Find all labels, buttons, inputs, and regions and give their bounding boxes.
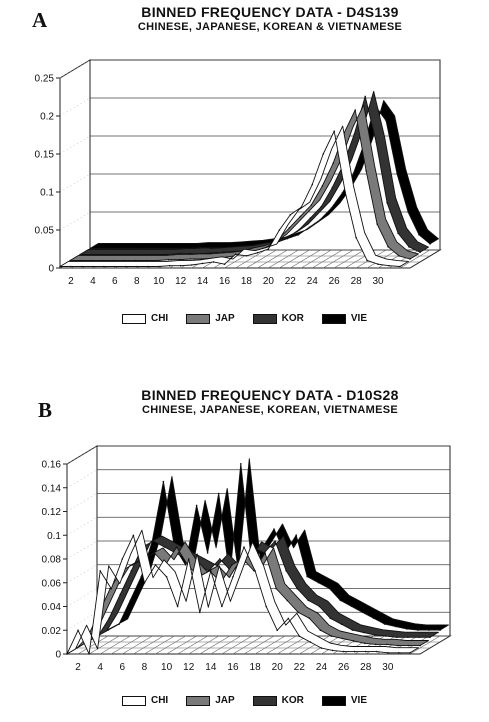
- data-point-chi: [125, 266, 127, 268]
- data-point-jap: [353, 640, 355, 642]
- data-point-jap: [298, 612, 300, 614]
- data-point-jap: [132, 564, 134, 566]
- data-point-vie: [129, 600, 131, 602]
- data-point-kor: [352, 629, 354, 631]
- data-point-chi: [188, 558, 190, 560]
- data-point-chi: [301, 206, 303, 208]
- data-point-kor: [310, 217, 312, 219]
- data-point-chi: [235, 254, 237, 256]
- data-point-jap: [320, 629, 322, 631]
- data-point-jap: [376, 223, 378, 225]
- y-tick-label: 0: [55, 649, 61, 661]
- data-point-chi: [344, 191, 346, 193]
- data-point-vie: [417, 629, 419, 631]
- data-point-kor: [153, 540, 155, 542]
- data-point-jap: [275, 588, 277, 590]
- data-point-chi: [246, 255, 248, 257]
- data-point-jap: [387, 246, 389, 248]
- panel-label-b: B: [38, 398, 53, 422]
- data-point-kor: [408, 246, 410, 248]
- data-point-chi: [66, 653, 68, 655]
- data-point-kor: [332, 187, 334, 189]
- legend-label: KOR: [281, 695, 304, 706]
- data-point-chi: [103, 266, 105, 268]
- data-point-chi: [398, 652, 400, 654]
- data-point-chi: [310, 641, 312, 643]
- x-tick-label: 14: [197, 276, 209, 287]
- x-tick-label: 24: [315, 662, 328, 673]
- data-point-vie: [207, 552, 209, 554]
- data-point-chi: [122, 558, 124, 560]
- data-point-chi: [191, 264, 193, 266]
- x-tick-label: 12: [175, 276, 187, 287]
- data-point-chi: [169, 265, 171, 267]
- y-tick-label: 0.1: [40, 187, 54, 199]
- legend-item-vie: [322, 313, 367, 324]
- y-tick-label: 0.12: [41, 507, 61, 518]
- data-point-chi: [354, 651, 356, 653]
- legend-swatch: [322, 314, 346, 324]
- legend-item-chi: [122, 695, 168, 706]
- x-tick-label: 30: [382, 662, 394, 673]
- data-point-kor: [374, 634, 376, 636]
- data-point-vie: [428, 629, 430, 631]
- data-point-kor: [274, 540, 276, 542]
- data-point-chi: [92, 266, 94, 268]
- data-point-chi: [343, 651, 345, 653]
- y-tick-label: 0.06: [41, 578, 61, 590]
- data-point-kor: [386, 202, 388, 204]
- data-point-vie: [196, 505, 198, 507]
- data-point-chi: [399, 266, 401, 268]
- data-point-vie: [306, 576, 308, 578]
- x-tick-label: 16: [218, 276, 231, 287]
- data-point-vie: [384, 623, 386, 625]
- chart-panel-b: [0, 382, 489, 722]
- chart-plot-a: [0, 0, 489, 350]
- data-point-jap: [408, 645, 410, 647]
- data-point-kor: [375, 141, 377, 143]
- legend-label: JAP: [215, 313, 235, 324]
- side-wall: [67, 446, 97, 654]
- x-tick-label: 6: [119, 662, 126, 673]
- data-point-chi: [158, 266, 160, 268]
- legend-swatch: [186, 314, 210, 324]
- data-point-vie: [396, 173, 398, 175]
- data-point-jap: [331, 635, 333, 637]
- data-point-jap: [231, 564, 233, 566]
- data-point-vie: [320, 219, 322, 221]
- data-point-chi: [377, 263, 379, 265]
- legend-label: KOR: [281, 313, 304, 324]
- legend-item-vie: [322, 695, 367, 706]
- data-point-jap: [375, 644, 377, 646]
- y-tick-label: 0.16: [41, 459, 61, 471]
- x-tick-label: 26: [338, 662, 350, 673]
- legend-item-chi: [122, 313, 168, 324]
- data-point-chi: [312, 184, 314, 186]
- x-tick-label: 18: [249, 662, 261, 673]
- data-point-chi: [265, 606, 267, 608]
- data-point-kor: [353, 134, 355, 136]
- data-point-vie: [351, 606, 353, 608]
- x-tick-label: 30: [372, 276, 384, 287]
- data-point-chi: [70, 266, 72, 268]
- data-point-jap: [364, 643, 366, 645]
- data-point-jap: [309, 618, 311, 620]
- data-point-jap: [264, 552, 266, 554]
- data-point-vie: [340, 600, 342, 602]
- data-point-chi: [276, 630, 278, 632]
- x-tick-label: 4: [97, 662, 103, 673]
- data-point-vie: [429, 243, 431, 245]
- legend-label: JAP: [215, 695, 235, 706]
- chart-subtitle-a: CHINESE, JAPANESE, KOREAN & VIETNAMESE: [137, 21, 403, 33]
- data-point-vie: [418, 234, 420, 236]
- data-point-kor: [363, 632, 365, 634]
- data-point-kor: [341, 623, 343, 625]
- x-tick-label: 2: [75, 662, 81, 673]
- data-point-vie: [295, 534, 297, 536]
- data-point-chi: [166, 576, 168, 578]
- data-point-vie: [141, 576, 143, 578]
- data-point-chi: [257, 252, 259, 254]
- data-point-chi: [322, 153, 324, 155]
- data-point-kor: [308, 600, 310, 602]
- legend-label: VIE: [350, 695, 368, 706]
- y-tick-label: 0.05: [34, 225, 54, 237]
- x-tick-label: 28: [350, 276, 362, 287]
- x-tick-label: 8: [141, 662, 148, 673]
- legend-label: CHI: [150, 695, 169, 706]
- data-point-jap: [190, 258, 192, 260]
- data-point-chi: [144, 582, 146, 584]
- y-tick-label: 0.08: [41, 554, 61, 566]
- data-point-jap: [286, 600, 288, 602]
- x-tick-label: 14: [205, 662, 217, 673]
- legend-swatch: [186, 696, 210, 706]
- x-tick-label: 28: [360, 662, 372, 673]
- data-point-vie: [362, 612, 364, 614]
- y-tick-label: 0: [48, 263, 54, 275]
- x-tick-label: 4: [90, 276, 96, 287]
- data-point-jap: [168, 259, 170, 261]
- data-point-vie: [298, 234, 300, 236]
- data-point-chi: [213, 261, 215, 263]
- data-point-kor: [418, 637, 420, 639]
- data-point-vie: [309, 226, 311, 228]
- y-tick-label: 0.15: [34, 149, 54, 161]
- data-point-vie: [352, 173, 354, 175]
- legend-a: [0, 313, 489, 324]
- data-point-chi: [114, 266, 116, 268]
- data-point-kor: [299, 229, 301, 231]
- data-point-jap: [176, 546, 178, 548]
- data-point-kor: [396, 637, 398, 639]
- data-point-chi: [111, 588, 113, 590]
- panel-label-a: A: [32, 8, 48, 32]
- data-point-chi: [376, 651, 378, 653]
- y-tick-label: 0.25: [34, 73, 54, 85]
- legend-swatch: [322, 696, 346, 706]
- y-tick-label: 0.14: [41, 483, 61, 495]
- data-point-vie: [273, 528, 275, 530]
- data-point-vie: [373, 617, 375, 619]
- data-point-jap: [397, 645, 399, 647]
- data-point-kor: [119, 594, 121, 596]
- data-point-chi: [147, 266, 149, 268]
- x-tick-label: 2: [68, 276, 74, 287]
- x-tick-label: 20: [271, 662, 283, 673]
- data-point-chi: [177, 606, 179, 608]
- data-point-chi: [243, 546, 245, 548]
- data-point-vie: [218, 493, 220, 495]
- data-point-vie: [185, 564, 187, 566]
- data-point-vie: [331, 207, 333, 209]
- data-point-chi: [180, 265, 182, 267]
- data-point-vie: [240, 463, 242, 465]
- data-point-vie: [329, 588, 331, 590]
- data-point-chi: [155, 564, 157, 566]
- x-tick-label: 22: [293, 662, 305, 673]
- data-point-chi: [387, 652, 389, 654]
- chart-plot-b: [0, 382, 489, 722]
- data-point-chi: [366, 260, 368, 262]
- data-point-jap: [419, 645, 421, 647]
- chart-subtitle-b: CHINESE, JAPANESE, KOREAN, VIETNAMESE: [142, 404, 398, 416]
- data-point-kor: [321, 206, 323, 208]
- data-point-kor: [397, 232, 399, 234]
- data-point-kor: [364, 96, 366, 98]
- legend-swatch: [253, 314, 277, 324]
- y-tick-label: 0.02: [41, 625, 61, 637]
- data-point-chi: [136, 266, 138, 268]
- x-tick-label: 22: [284, 276, 296, 287]
- legend-swatch: [122, 696, 146, 706]
- data-point-vie: [318, 582, 320, 584]
- data-point-kor: [319, 606, 321, 608]
- legend-item-jap: [186, 313, 234, 324]
- data-point-chi: [254, 570, 256, 572]
- legend-b: [0, 695, 489, 706]
- legend-label: CHI: [150, 313, 169, 324]
- data-point-kor: [419, 251, 421, 253]
- data-point-chi: [321, 647, 323, 649]
- legend-item-kor: [253, 695, 304, 706]
- data-point-chi: [409, 652, 411, 654]
- data-point-chi: [232, 576, 234, 578]
- data-point-chi: [88, 653, 90, 655]
- x-tick-label: 8: [133, 276, 140, 287]
- data-point-jap: [365, 170, 367, 172]
- x-tick-label: 24: [306, 276, 318, 287]
- x-tick-label: 20: [262, 276, 274, 287]
- x-tick-label: 26: [328, 276, 340, 287]
- chart-title-a: BINNED FREQUENCY DATA - D4S139: [141, 4, 399, 20]
- data-point-vie: [342, 192, 344, 194]
- data-point-jap: [289, 227, 291, 229]
- data-point-kor: [131, 570, 133, 572]
- legend-swatch: [122, 314, 146, 324]
- data-point-chi: [199, 612, 201, 614]
- y-tick-label: 0.04: [41, 602, 61, 613]
- data-point-kor: [219, 558, 221, 560]
- data-point-vie: [118, 623, 120, 625]
- x-tick-label: 16: [227, 662, 239, 673]
- data-point-jap: [311, 204, 313, 206]
- data-point-kor: [108, 618, 110, 620]
- data-point-chi: [388, 265, 390, 267]
- legend-item-jap: [186, 695, 234, 706]
- y-tick-label: 0.1: [47, 530, 61, 542]
- data-point-chi: [221, 606, 223, 608]
- data-point-chi: [99, 570, 101, 572]
- legend-item-kor: [253, 313, 304, 324]
- data-point-jap: [300, 216, 302, 218]
- data-point-kor: [288, 236, 290, 238]
- legend-label: VIE: [350, 313, 368, 324]
- x-tick-label: 18: [240, 276, 253, 287]
- data-point-chi: [288, 618, 290, 620]
- x-tick-label: 6: [112, 276, 118, 287]
- x-tick-label: 10: [153, 276, 165, 287]
- side-wall: [60, 60, 90, 268]
- data-point-chi: [299, 635, 301, 637]
- data-point-vie: [395, 626, 397, 628]
- data-point-kor: [164, 546, 166, 548]
- data-point-vie: [163, 481, 165, 483]
- data-point-kor: [296, 588, 298, 590]
- data-point-chi: [81, 266, 83, 268]
- data-point-vie: [385, 120, 387, 122]
- data-point-jap: [322, 185, 324, 187]
- data-point-kor: [407, 637, 409, 639]
- data-point-jap: [332, 162, 334, 164]
- data-point-vie: [407, 211, 409, 213]
- chart-title-b: BINNED FREQUENCY DATA - D10S28: [141, 387, 399, 403]
- data-point-chi: [268, 248, 270, 250]
- data-point-chi: [224, 263, 226, 265]
- data-point-chi: [279, 229, 281, 231]
- data-point-kor: [285, 570, 287, 572]
- data-point-kor: [429, 637, 431, 639]
- data-point-kor: [330, 618, 332, 620]
- data-point-chi: [210, 570, 212, 572]
- data-point-chi: [59, 266, 61, 268]
- data-point-chi: [355, 237, 357, 239]
- data-point-chi: [77, 630, 79, 632]
- x-tick-label: 10: [161, 662, 173, 673]
- data-point-vie: [406, 628, 408, 630]
- y-tick-label: 0.2: [40, 111, 54, 123]
- data-point-chi: [290, 214, 292, 216]
- legend-swatch: [253, 696, 277, 706]
- data-point-chi: [365, 651, 367, 653]
- data-point-chi: [332, 650, 334, 652]
- data-point-chi: [333, 130, 335, 132]
- x-tick-label: 12: [183, 662, 195, 673]
- data-point-jap: [409, 258, 411, 260]
- data-point-kor: [385, 635, 387, 637]
- data-point-vie: [439, 629, 441, 631]
- data-point-chi: [202, 263, 204, 265]
- data-point-jap: [354, 109, 356, 111]
- data-point-jap: [398, 255, 400, 257]
- data-point-jap: [342, 638, 344, 640]
- chart-panel-a: [0, 0, 489, 350]
- data-point-chi: [133, 535, 135, 537]
- data-point-jap: [386, 644, 388, 646]
- data-point-jap: [154, 552, 156, 554]
